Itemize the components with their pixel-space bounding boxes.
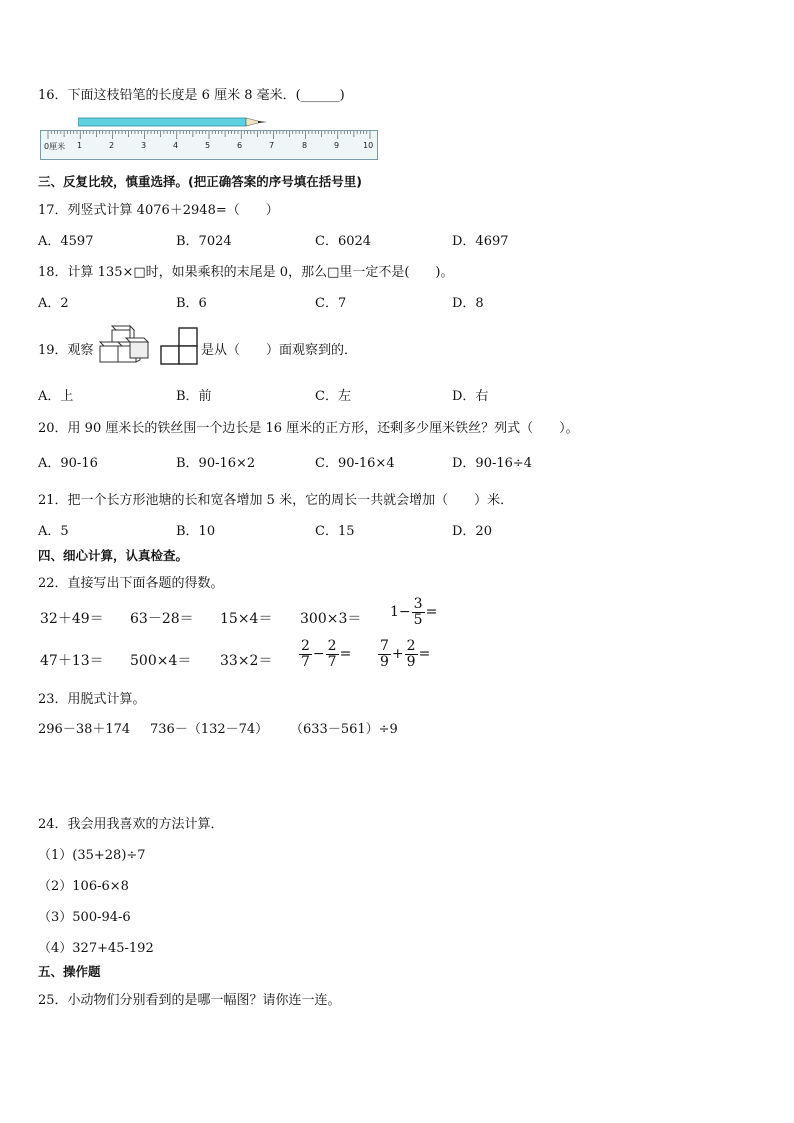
q16-text: 16．下面这枝铅笔的长度是 6 厘米 8 毫米．(______)	[38, 88, 345, 103]
section-5-title: 五、操作题	[38, 964, 101, 979]
q17-text: 17．列竖式计算 4076＋2948=（ ）	[38, 203, 279, 218]
q22-fraction-item	[377, 639, 430, 669]
q18-option-b: B．6	[176, 296, 207, 311]
q21-option-c: C．15	[315, 524, 355, 539]
q19-prefix: 19．观察	[38, 343, 94, 358]
q23-item: （633－561）÷9	[290, 722, 398, 737]
ruler-ticks	[41, 131, 377, 141]
q18-option-c: C．7	[315, 296, 347, 311]
q22-fraction-item	[298, 639, 351, 669]
fraction-numerator: 7	[380, 638, 389, 654]
q22-item: 32＋49＝	[40, 611, 104, 627]
q20-option-b: B．90-16×2	[176, 456, 256, 471]
fraction-denominator: 5	[413, 611, 423, 628]
section-3-title: 三、反复比较，慎重选择。(把正确答案的序号填在括号里)	[38, 174, 362, 189]
ruler-label: 4	[173, 141, 179, 150]
q19-option-a: A．上	[38, 389, 74, 404]
fraction-tail: =	[418, 646, 431, 663]
fraction	[412, 597, 425, 627]
q21-option-d: D．20	[452, 524, 492, 539]
ruler-label: 2	[109, 141, 115, 150]
ruler-label: 5	[205, 141, 211, 150]
q19-option-d: D．右	[452, 389, 489, 404]
ruler-label: 1	[77, 141, 83, 150]
fraction-numerator: 3	[413, 596, 423, 612]
q20-option-d: D．90-16÷4	[452, 456, 533, 471]
q22-item: 300×3＝	[300, 611, 362, 627]
view-grid-image	[160, 327, 198, 365]
q17-option-c: C．6024	[315, 234, 372, 249]
q22-item: 500×4＝	[130, 653, 192, 669]
q21-text: 21．把一个长方形池塘的长和宽各增加 5 米，它的周长一共就会增加（ ）米．	[38, 493, 514, 508]
q17-option-a: A．4597	[38, 234, 94, 249]
q24-item: （4）327+45-192	[38, 941, 154, 956]
q24-item: （1）(35+28)÷7	[38, 848, 146, 863]
fraction-numerator: 2	[327, 638, 337, 654]
fraction	[378, 639, 391, 669]
section-4-title: 四、细心计算，认真检查。	[38, 548, 189, 563]
q23-text: 23．用脱式计算。	[38, 692, 146, 707]
q24-item: （3）500-94-6	[38, 910, 131, 925]
q20-text: 20．用 90 厘米长的铁丝围一个边长是 16 厘米的正方形，还剩多少厘米铁丝？列式（ ）。	[38, 421, 579, 436]
q22-fraction-item	[390, 597, 437, 627]
fraction-numerator: 2	[301, 638, 310, 654]
q22-text: 22．直接写出下面各题的得数。	[38, 576, 224, 591]
q18-option-a: A．2	[38, 296, 69, 311]
fraction-denominator: 7	[301, 653, 310, 670]
q19-suffix: 是从（ ）面观察到的．	[201, 343, 358, 358]
ruler-image	[40, 130, 378, 160]
ruler-label: 7	[269, 141, 275, 150]
q21-option-b: B．10	[176, 524, 216, 539]
fraction-tail: =	[339, 646, 352, 663]
pencil-image	[78, 117, 268, 127]
q22-item: 47＋13＝	[40, 653, 104, 669]
q22-frac-tail: =	[425, 604, 438, 621]
ruler-label: 10	[363, 141, 374, 150]
ruler-label: 9	[334, 141, 340, 150]
fraction	[326, 639, 339, 669]
q17-option-b: B．7024	[176, 234, 232, 249]
ruler-label: 6	[237, 141, 243, 150]
cube-stack-image	[96, 324, 150, 366]
q23-item: 296－38＋174	[38, 722, 131, 737]
fraction	[299, 639, 312, 669]
q20-option-a: A．90-16	[38, 456, 98, 471]
q22-frac-lead: 1−	[390, 604, 411, 621]
ruler-label: 3	[141, 141, 147, 150]
q22-item: 33×2＝	[220, 653, 273, 669]
fraction	[405, 639, 418, 669]
q21-option-a: A．5	[38, 524, 69, 539]
q19-option-b: B．前	[176, 389, 212, 404]
q17-option-d: D．4697	[452, 234, 509, 249]
fraction-operator: +	[391, 646, 404, 663]
q25-text: 25．小动物们分别看到的是哪一幅图？请你连一连。	[38, 993, 341, 1008]
fraction-numerator: 2	[406, 638, 416, 654]
fraction-denominator: 7	[327, 653, 337, 670]
q24-text: 24．我会用我喜欢的方法计算．	[38, 817, 224, 832]
fraction-operator: −	[312, 646, 325, 663]
q18-text: 18．计算 135×□时，如果乘积的末尾是 0，那么□里一定不是( )。	[38, 265, 454, 280]
q20-option-c: C．90-16×4	[315, 456, 395, 471]
q22-item: 15×4＝	[220, 611, 273, 627]
q23-item: 736－（132－74）	[150, 722, 269, 737]
q18-option-d: D．8	[452, 296, 484, 311]
ruler-zero-label: 0厘米	[44, 142, 66, 151]
fraction-denominator: 9	[406, 653, 416, 670]
q24-item: （2）106-6×8	[38, 879, 129, 894]
q19-option-c: C．左	[315, 389, 351, 404]
ruler-label: 8	[302, 141, 308, 150]
fraction-denominator: 9	[380, 653, 389, 670]
q22-item: 63－28＝	[130, 611, 194, 627]
